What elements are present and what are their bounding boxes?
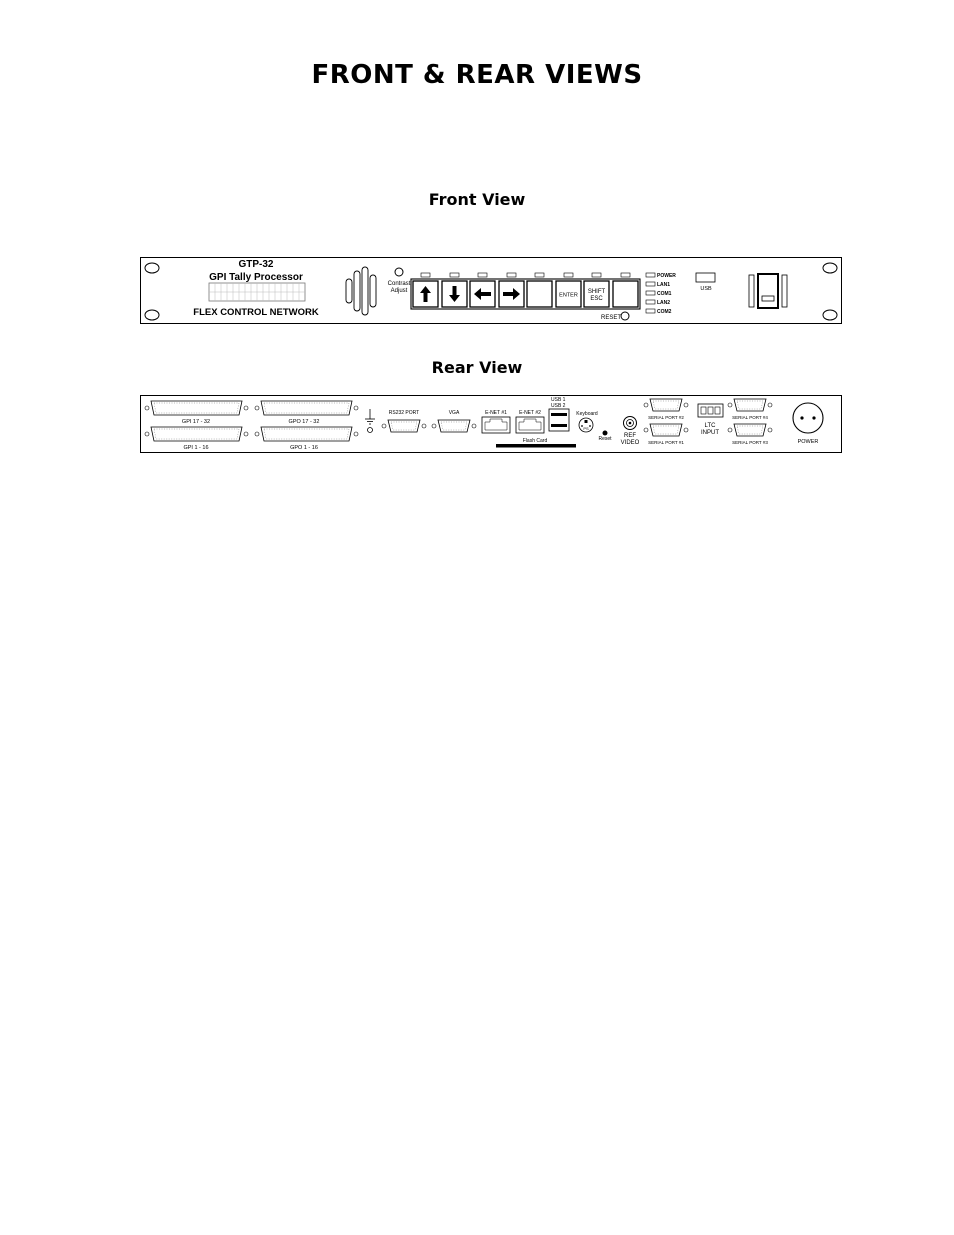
ref-video-bnc[interactable]: [624, 417, 637, 430]
contrast-label: Contrast: [387, 281, 411, 287]
gpi-17-32-connector: [145, 401, 248, 415]
led-label-com2: COM2: [657, 309, 672, 315]
usb1-label: USB 1: [551, 397, 566, 403]
front-panel-diagram: [140, 257, 842, 325]
enet1-label: E-NET #1: [485, 410, 507, 416]
lan1-led: [646, 282, 655, 286]
reset-label: RESET: [601, 315, 622, 321]
shift-esc-button[interactable]: [584, 281, 609, 307]
ref-video-label-2: VIDEO: [620, 440, 640, 446]
gpi-17-32-label: GPI 17 - 32: [181, 419, 211, 425]
power-led: [646, 273, 655, 277]
led-label-lan1: LAN1: [657, 282, 671, 288]
enet1-port[interactable]: [482, 417, 510, 433]
serial-port-1-label: SERIAL PORT #1: [648, 440, 684, 445]
shift-label: SHIFT: [587, 289, 606, 295]
brand-label: FLEX CONTROL NETWORK: [193, 307, 319, 318]
gpo-1-16-connector: [255, 427, 358, 441]
led-label-lan2: LAN2: [657, 300, 671, 306]
rear-panel-diagram: [140, 395, 842, 455]
power-inlet-label: POWER: [797, 439, 819, 445]
front-view-heading: Front View: [428, 190, 526, 209]
ltc-label: LTC: [704, 423, 716, 429]
left-button[interactable]: [470, 281, 495, 307]
keyboard-label: Keyboard: [576, 411, 598, 417]
usb-label: USB: [700, 286, 712, 292]
model-label: GTP-32: [238, 259, 274, 270]
vga-label: VGA: [448, 410, 460, 416]
enet2-port[interactable]: [516, 417, 544, 433]
ltc-input-connector[interactable]: [698, 404, 723, 417]
ps2-label: PS: [583, 426, 589, 431]
power-inlet[interactable]: [793, 403, 823, 433]
page-title: FRONT & REAR VIEWS: [311, 60, 643, 90]
gpi-1-16-label: GPI 1 - 16: [183, 445, 209, 451]
rs232-label: RS232 PORT: [388, 410, 420, 416]
contrast-label-2: Adjust: [390, 288, 408, 294]
flash-card-label: Flash Card: [522, 438, 548, 444]
flash-card-slot[interactable]: [496, 444, 576, 448]
enet2-label: E-NET #2: [519, 410, 541, 416]
gpi-1-16-connector: [145, 427, 248, 441]
gpo-17-32-connector: [255, 401, 358, 415]
blank-button-2[interactable]: [613, 281, 638, 307]
ref-video-label: REF: [624, 433, 636, 439]
usb2-label: USB 2: [551, 403, 566, 409]
gpo-1-16-label: GPO 1 - 16: [290, 445, 318, 451]
enter-button[interactable]: [556, 281, 581, 307]
rear-view-heading: Rear View: [431, 358, 523, 377]
front-usb-port[interactable]: [696, 273, 715, 282]
rear-reset-button[interactable]: [603, 431, 608, 436]
led-label-power: POWER: [657, 273, 676, 279]
ltc-label-2: INPUT: [701, 430, 719, 436]
rear-reset-label: Reset: [598, 436, 612, 442]
gpo-17-32-label: GPO 17 - 32: [288, 419, 320, 425]
up-button[interactable]: [413, 281, 438, 307]
serial-port-2-label: SERIAL PORT #2: [648, 415, 684, 420]
right-button[interactable]: [499, 281, 524, 307]
serial-port-4-label: SERIAL PORT #4: [732, 415, 768, 420]
contrast-adjust-knob[interactable]: [395, 268, 403, 276]
product-name-label: GPI Tally Processor: [209, 272, 303, 283]
keyboard-ps2-port[interactable]: [579, 418, 593, 432]
reset-button[interactable]: [621, 312, 629, 320]
com2-led: [646, 309, 655, 313]
serial-port-3-label: SERIAL PORT #3: [732, 440, 768, 445]
com1-led: [646, 291, 655, 295]
lcd-display: [209, 283, 305, 301]
blank-button-1[interactable]: [527, 281, 552, 307]
down-button[interactable]: [442, 281, 467, 307]
lan2-led: [646, 300, 655, 304]
usb-ports[interactable]: [549, 409, 569, 431]
esc-label: ESC: [590, 296, 603, 302]
enter-button-label: ENTER: [559, 292, 578, 299]
led-label-com1: COM1: [657, 291, 672, 297]
